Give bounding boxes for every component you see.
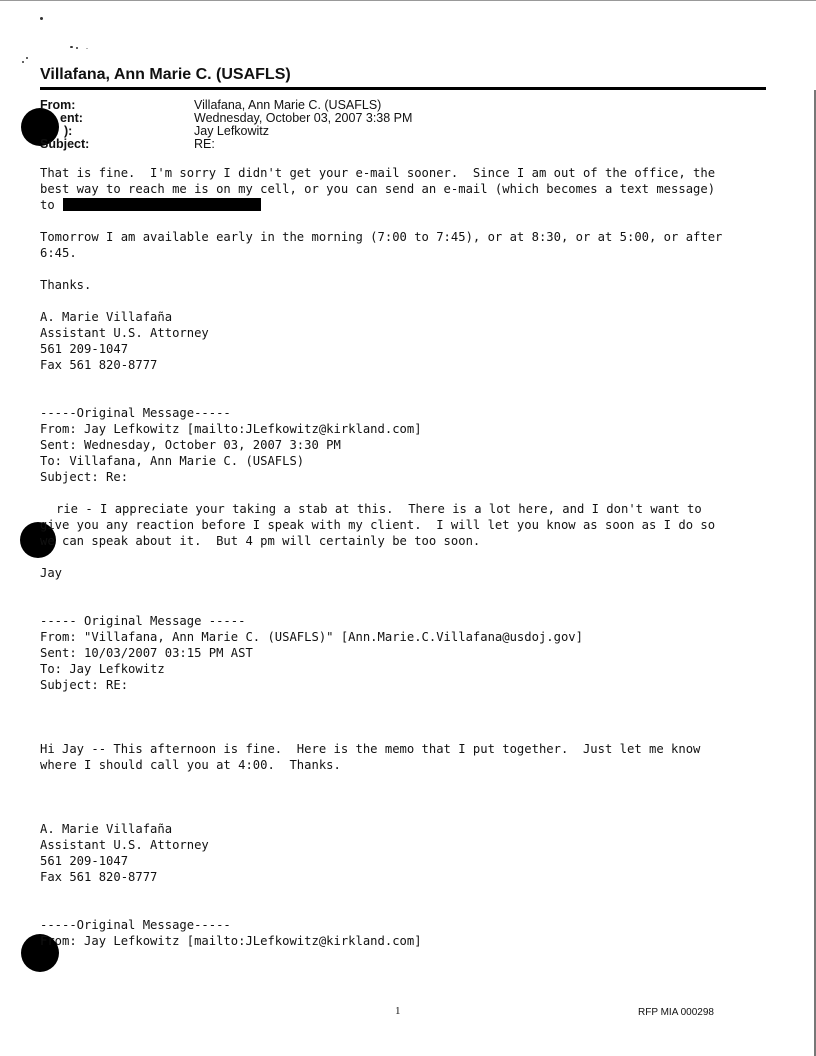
original-sent: Sent: 10/03/2007 03:15 PM AST xyxy=(40,646,253,660)
body-line: Hi Jay -- This afternoon is fine. Here is the memo that I put together. Just let me know xyxy=(40,742,701,756)
original-to: To: Jay Lefkowitz xyxy=(40,662,165,676)
body-line: we can speak about it. But 4 pm will certainly be too soon. xyxy=(40,534,481,548)
header-from-label: From: xyxy=(40,98,76,112)
body-line: Thanks. xyxy=(40,278,92,292)
page-number: 1 xyxy=(395,1005,401,1017)
original-subject: Subject: RE: xyxy=(40,678,129,692)
signature-name: A. Marie Villafaña xyxy=(40,822,173,836)
original-from: From: Jay Lefkowitz [mailto:JLefkowitz@kirkland.com] xyxy=(40,422,422,436)
body-line: Jay xyxy=(40,566,63,580)
body-line: best way to reach me is on my cell, or you can send an e-mail (which becomes a text message) xyxy=(40,182,716,196)
original-message-marker: ----- Original Message ----- xyxy=(40,614,246,628)
body-line: rie - I appreciate your taking a stab at this. There is a lot here, and I don't want to xyxy=(56,502,702,516)
original-from: From: "Villafana, Ann Marie C. (USAFLS)" [Ann.Marie.C.Villafana@usdoj.gov] xyxy=(40,630,583,644)
header-subject-value: RE: xyxy=(194,137,215,151)
signature-title: Assistant U.S. Attorney xyxy=(40,838,209,852)
scan-speck xyxy=(26,57,28,59)
original-from: From: Jay Lefkowitz [mailto:JLefkowitz@kirkland.com] xyxy=(40,934,422,948)
title-rule xyxy=(40,87,766,90)
original-sent: Sent: Wednesday, October 03, 2007 3:30 PM xyxy=(40,438,341,452)
body-line xyxy=(40,197,785,213)
header-subject-label: Subject: xyxy=(40,137,90,151)
header-sent-value: Wednesday, October 03, 2007 3:38 PM xyxy=(194,111,413,125)
header-to-value: Jay Lefkowitz xyxy=(194,124,270,138)
header-to-label: ): xyxy=(64,124,73,138)
scan-speck xyxy=(22,61,24,63)
signature-fax: Fax 561 820-8777 xyxy=(40,358,158,372)
scan-speck xyxy=(40,17,43,20)
header-sent-label: ent: xyxy=(60,111,83,125)
original-message-marker: -----Original Message----- xyxy=(40,406,231,420)
signature-title: Assistant U.S. Attorney xyxy=(40,326,209,340)
header-from-value: Villafana, Ann Marie C. (USAFLS) xyxy=(194,98,382,112)
email-body xyxy=(40,165,785,949)
original-to: To: Villafana, Ann Marie C. (USAFLS) xyxy=(40,454,305,468)
signature-fax: Fax 561 820-8777 xyxy=(40,870,158,884)
original-message-marker: -----Original Message----- xyxy=(40,918,231,932)
body-line: where I should call you at 4:00. Thanks. xyxy=(40,758,341,772)
signature-phone: 561 209-1047 xyxy=(40,342,129,356)
scan-top-border xyxy=(0,0,816,1)
redaction-box xyxy=(63,198,261,211)
signature-name: A. Marie Villafaña xyxy=(40,310,173,324)
body-line-text: to xyxy=(40,198,55,212)
body-line: 6:45. xyxy=(40,246,77,260)
signature-phone: 561 209-1047 xyxy=(40,854,129,868)
scan-speck xyxy=(86,48,88,49)
bates-number: RFP MIA 000298 xyxy=(638,1007,714,1018)
original-subject: Subject: Re: xyxy=(40,470,129,484)
body-line: That is fine. I'm sorry I didn't get your e-mail sooner. Since I am out of the office, the xyxy=(40,166,716,180)
document-title: Villafana, Ann Marie C. (USAFLS) xyxy=(40,66,291,83)
body-line: Tomorrow I am available early in the morning (7:00 to 7:45), or at 8:30, or at 5:00, or after xyxy=(40,230,723,244)
scan-speck xyxy=(76,47,78,49)
scan-speck xyxy=(70,46,73,48)
body-line: give you any reaction before I speak with my client. I will let you know as soon as I do so xyxy=(40,518,716,532)
